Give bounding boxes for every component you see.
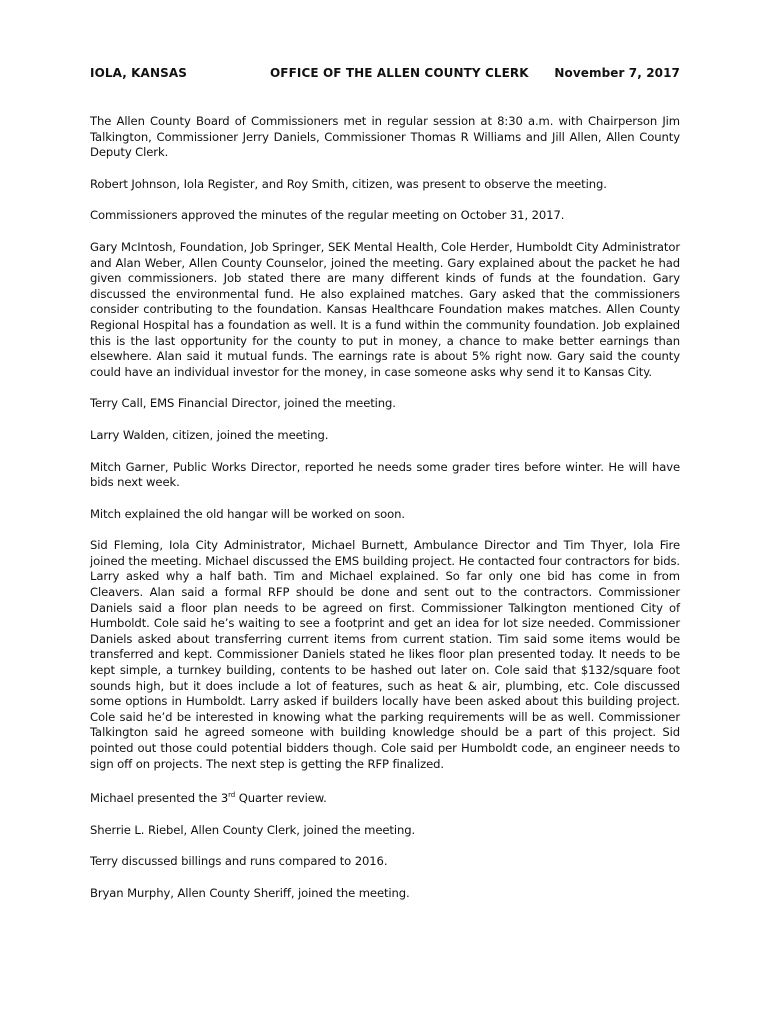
paragraph-session-opening: The Allen County Board of Commissioners met in regular session at 8:30 a.m. with Chairperson Jim Talkington, Commissioner Jerry Daniels, Commissioner Thomas R Williams and Jill Allen, Allen County Deputy Clerk.: [90, 114, 680, 160]
header-office: OFFICE OF THE ALLEN COUNTY CLERK: [270, 66, 529, 80]
paragraph-larry-walden: Larry Walden, citizen, joined the meeting.: [90, 427, 329, 442]
minutes-body: [90, 114, 680, 902]
document-header: [90, 66, 680, 84]
quarter-text-after: Quarter review.: [235, 791, 327, 806]
paragraph-minutes-approval: Commissioners approved the minutes of the regular meeting on October 31, 2017.: [90, 208, 565, 223]
quarter-text-before: Michael presented the 3: [90, 791, 229, 806]
paragraph-observers: Robert Johnson, Iola Register, and Roy Smith, citizen, was present to observe the meeting.: [90, 176, 607, 191]
paragraph-clerk-joined: Sherrie L. Riebel, Allen County Clerk, joined the meeting.: [90, 822, 416, 837]
header-location: IOLA, KANSAS: [90, 66, 187, 80]
header-date: November 7, 2017: [554, 66, 680, 80]
paragraph-quarter-review: [90, 788, 680, 807]
paragraph-foundation: Gary McIntosh, Foundation, Job Springer, SEK Mental Health, Cole Herder, Humboldt City Administrator and Alan Weber, Allen County Counselor, joined the meeting. Gary explained about the packet he had given commissioners. Job stated there are many different kinds of funds at the foundation. Gary discussed the environmental fund. He also explained matches. Gary asked that the commissioners consider contributing to the foundation. Kansas Healthcare Foundation makes matches. Allen County Regional Hospital has a foundation as well. It is a fund within the community foundation. Job explained this is the last opportunity for the county to put in money, a chance to make better earnings than elsewhere. Alan said it mutual funds. The earnings rate is about 5% right now. Gary said the county could have an individual investor for the money, in case someone asks why send it to Kansas City.: [90, 239, 680, 379]
paragraph-sheriff-joined: Bryan Murphy, Allen County Sheriff, joined the meeting.: [90, 885, 410, 900]
paragraph-billings: Terry discussed billings and runs compared to 2016.: [90, 854, 388, 869]
quarter-ordinal-suffix: rd: [228, 791, 236, 800]
paragraph-hangar: Mitch explained the old hangar will be worked on soon.: [90, 506, 406, 521]
paragraph-grader-tires: Mitch Garner, Public Works Director, reported he needs some grader tires before winter. He will have bids next week.: [90, 459, 680, 490]
paragraph-terry-call: Terry Call, EMS Financial Director, joined the meeting.: [90, 396, 396, 411]
paragraph-ems-building: Sid Fleming, Iola City Administrator, Michael Burnett, Ambulance Director and Tim Thyer, Iola Fire joined the meeting. Michael discussed the EMS building project. He contacted four contractors for bids. Larry asked why a half bath. Tim and Michael explained. So far only one bid has come in from Cleavers. Alan said a formal RFP should be done and sent out to the contractors. Commissioner Daniels said a floor plan needs to be agreed on first. Commissioner Talkington mentioned City of Humboldt. Cole said he’s waiting to see a footprint and get an idea for lot size needed. Commissioner Daniels asked about transferring current items from current station. Tim said some items would be transferred and kept. Commissioner Daniels stated he likes floor plan presented today. It needs to be kept simple, a turnkey building, contents to be hashed out later on. Cole said that $132/square foot sounds high, but it does include a lot of features, such as heat & air, plumbing, etc. Cole discussed some options in Humboldt. Larry asked if builders locally have been asked about this building project. Cole said he’d be interested in knowing what the parking requirements will be as well. Commissioner Talkington said he agreed someone with building knowledge should be a part of this project. Sid pointed out those could potential bidders though. Cole said per Humboldt code, an engineer needs to sign off on projects. The next step is getting the RFP finalized.: [90, 538, 680, 771]
